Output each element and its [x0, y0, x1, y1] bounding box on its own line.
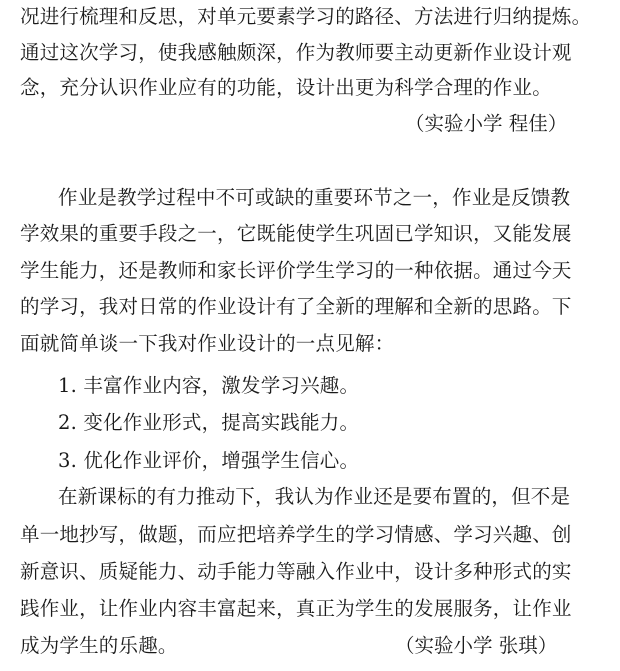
list-item: 2. 变化作业形式，提高实践能力。	[58, 411, 360, 434]
paragraph-line: 学生能力，还是教师和家长评价学生学习的一种依据。通过今天	[20, 259, 572, 282]
list-item: 3. 优化作业评价，增强学生信心。	[58, 449, 360, 472]
paragraph-line: 成为学生的乐趣。	[20, 634, 178, 657]
paragraph-line: 学效果的重要手段之一，它既能使学生巩固已学知识，又能发展	[20, 222, 572, 245]
list-item: 1. 丰富作业内容，激发学习兴趣。	[58, 374, 360, 397]
paragraph-line: 面就简单谈一下我对作业设计的一点见解：	[20, 332, 395, 355]
paragraph-line: 的学习，我对日常的作业设计有了全新的理解和全新的思路。下	[20, 295, 572, 318]
paragraph-line: 通过这次学习，使我感触颇深，作为教师要主动更新作业设计观	[20, 41, 572, 64]
paragraph-line: 单一地抄写，做题，而应把培养学生的学习情感、学习兴趣、创	[20, 523, 572, 546]
paragraph-line: 践作业，让作业内容丰富起来，真正为学生的发展服务，让作业	[20, 597, 572, 620]
author-signature: （实验小学 张琪）	[395, 634, 558, 657]
paragraph-line: 念，充分认识作业应有的功能，设计出更为科学合理的作业。	[20, 76, 552, 99]
paragraph-line: 作业是教学过程中不可或缺的重要环节之一，作业是反馈教	[58, 186, 571, 209]
author-signature: （实验小学 程佳）	[405, 112, 568, 135]
paragraph-line: 况进行梳理和反思，对单元要素学习的路径、方法进行归纳提炼。	[20, 5, 592, 28]
paragraph-line: 在新课标的有力推动下，我认为作业还是要布置的，但不是	[58, 485, 571, 508]
paragraph-line: 新意识、质疑能力、动手能力等融入作业中，设计多种形式的实	[20, 560, 572, 583]
